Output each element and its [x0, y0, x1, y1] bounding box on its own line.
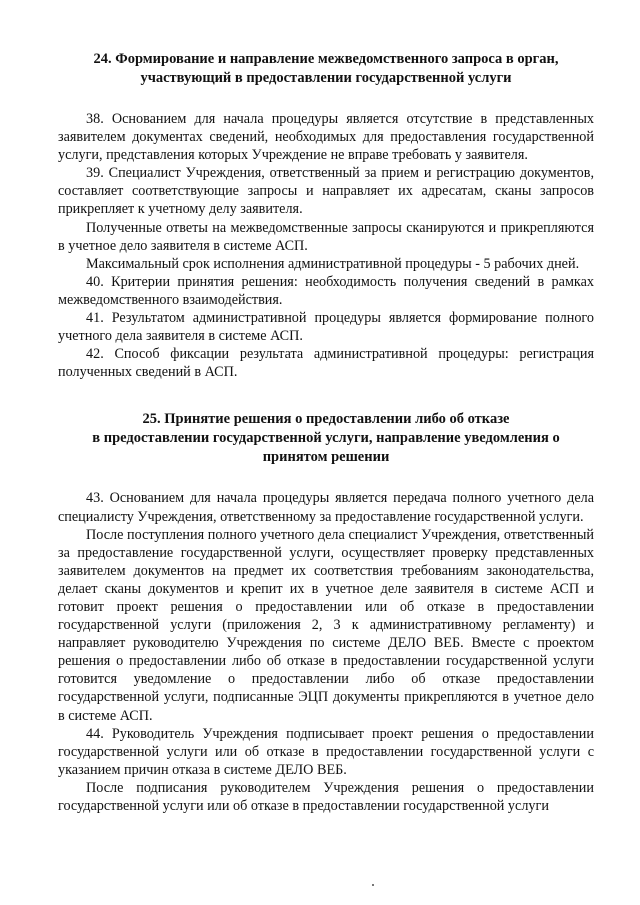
section-25-heading-line-3: принятом решении	[262, 449, 390, 466]
paragraph-43-review: После поступления полного учетного дела специалист Учреждения, ответственный за предоставление государственной услуги, осуществляет проверку представленных заявителем документов на предмет их соответствия требованиям законодательства, делает сканы документов и крепит их в учетное деле заявителя в системе АСП и готовит проект решения о предоставлении или об отказе в предоставлении государственной услуги (приложения 2, 3 к административному регламенту) и направляет руководителю Учреждения по системе ДЕЛО ВЕБ. Вместе с проектом решения о предоставлении либо об отказе в предоставлении государственной услуги готовится уведомление о предоставлении либо об отказе предоставлении государственной услуги, подписанные ЭЦП документы прикрепляются в учетное дело в системе АСП.	[58, 526, 594, 724]
section-24-heading-line-2: участвующий в предоставлении государственной услуги	[140, 70, 512, 86]
section-24-heading-line-1: 24. Формирование и направление межведомственного запроса в орган,	[93, 51, 559, 67]
paragraph-39-deadline: Максимальный срок исполнения административной процедуры - 5 рабочих дней.	[86, 255, 580, 272]
section-24-heading	[58, 50, 594, 88]
spacer	[58, 98, 594, 110]
paragraph-44-after-signing: После подписания руководителем Учреждения решения о предоставлении государственной услуги или об отказе в предоставлении государственной услуги	[58, 779, 594, 814]
paragraph-40: 40. Критерии принятия решения: необходимость получения сведений в рамках межведомственного взаимодействия.	[58, 273, 594, 308]
paragraph-44: 44. Руководитель Учреждения подписывает проект решения о предоставлении государственной услуги или об отказе в предоставлении государственной услуги с указанием причин отказа в системе ДЕЛО ВЕБ.	[58, 725, 594, 778]
paragraph-41: 41. Результатом административной процедуры является формирование полного учетного дела заявителя в системе АСП.	[58, 310, 594, 345]
section-25-heading	[58, 410, 594, 467]
paragraph-38: 38. Основанием для начала процедуры является отсутствие в представленных заявителем документах сведений, необходимых для предоставления государственной услуги, представления которых Учреждение не вправе требовать у заявителя.	[58, 111, 594, 164]
paragraph-42: 42. Способ фиксации результата административной процедуры: регистрация полученных сведений в АСП.	[58, 346, 594, 381]
spacer	[58, 381, 594, 410]
paragraph-39-responses: Полученные ответы на межведомственные запросы сканируются и прикрепляются в учетное дело заявителя в системе АСП.	[58, 219, 594, 254]
paragraph-39: 39. Специалист Учреждения, ответственный за прием и регистрацию документов, составляет соответствующие запросы и направляет их адресатам, сканы запросов прикрепляет к учетному делу заявителя.	[58, 165, 594, 218]
paragraph-43: 43. Основанием для начала процедуры является передача полного учетного дела специалисту Учреждения, ответственному за предоставление государственной услуги.	[58, 490, 594, 525]
scan-speck	[372, 884, 374, 886]
section-25-heading-line-1: 25. Принятие решения о предоставлении либо об отказе	[142, 411, 510, 428]
spacer	[58, 477, 594, 489]
section-25-heading-line-2: в предоставлении государственной услуги, направление уведомления о	[92, 430, 560, 447]
